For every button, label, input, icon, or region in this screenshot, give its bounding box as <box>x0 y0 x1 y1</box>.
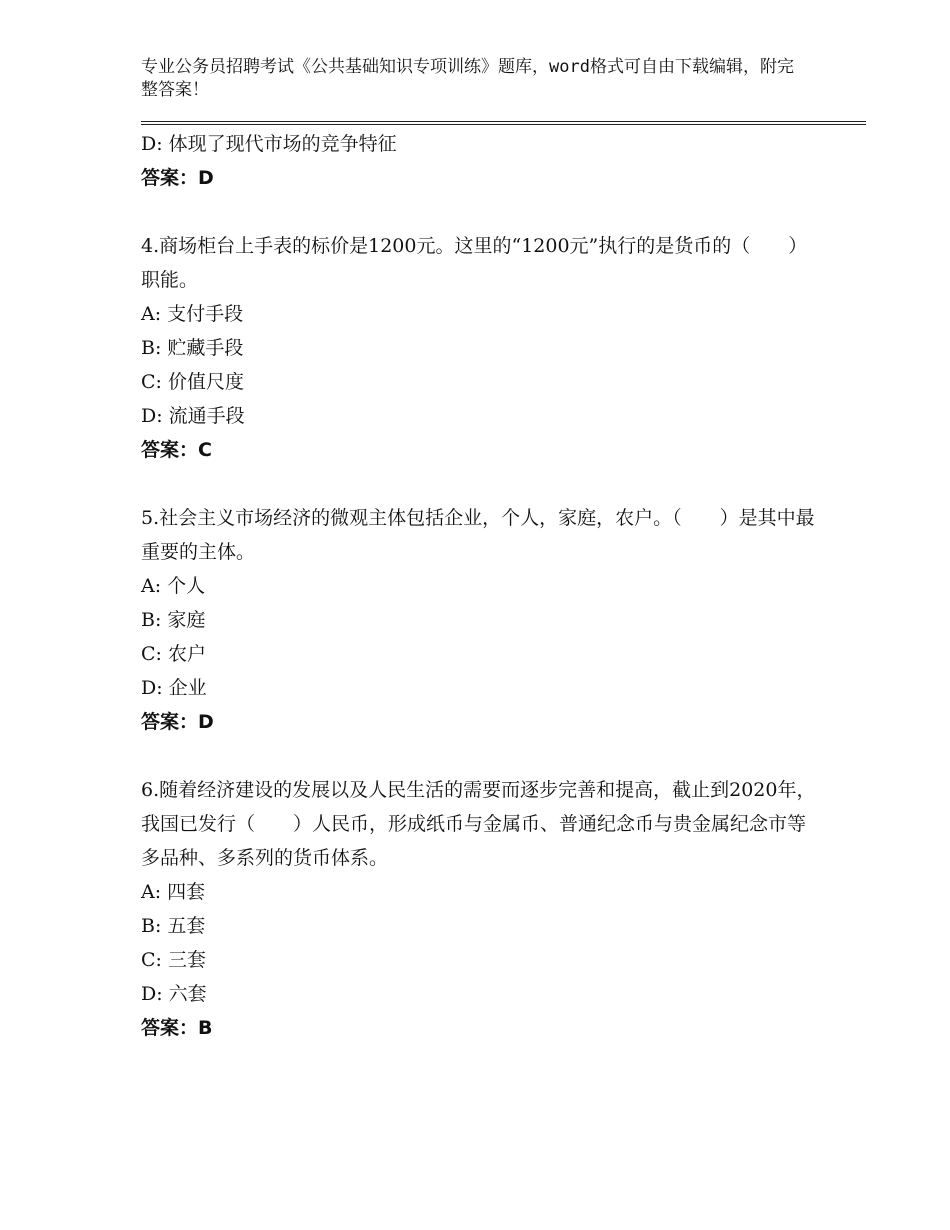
option-b: B: 五套 <box>141 915 206 937</box>
header-rule-bottom <box>141 124 866 125</box>
question-4 <box>141 229 821 467</box>
option-c: C: 农户 <box>141 643 206 665</box>
question-5 <box>141 501 821 739</box>
answer-label: 答案：B <box>141 1017 213 1039</box>
option-d: D: 六套 <box>141 983 207 1005</box>
header-rule-top <box>141 121 866 122</box>
option-b: B: 贮藏手段 <box>141 337 244 359</box>
answer-label: 答案：C <box>141 439 212 461</box>
option-d: D: 流通手段 <box>141 405 245 427</box>
option-a: A: 个人 <box>141 575 206 597</box>
question-stem: 6.随着经济建设的发展以及人民生活的需要而逐步完善和提高，截止到2020年，我国已发行（ ）人民币，形成纸币与金属币、普通纪念币与贵金属纪念市等多品种、多系列的货币体系。 <box>141 779 816 869</box>
question-stem: 5.社会主义市场经济的微观主体包括企业，个人，家庭，农户。（ ）是其中最重要的主体。 <box>141 507 815 563</box>
page-header: 专业公务员招聘考试《公共基础知识专项训练》题库，word格式可自由下载编辑，附完整答案！ <box>141 57 794 100</box>
option-c: C: 价值尺度 <box>141 371 244 393</box>
prev-question-tail <box>141 127 821 195</box>
option-a: A: 支付手段 <box>141 303 244 325</box>
option-b: B: 家庭 <box>141 609 206 631</box>
option-c: C: 三套 <box>141 949 206 971</box>
question-stem: 4.商场柜台上手表的标价是1200元。这里的“1200元”执行的是货币的（ ）职能。 <box>141 235 808 291</box>
question-list <box>141 127 821 1045</box>
answer-label: 答案：D <box>141 167 214 189</box>
option-a: A: 四套 <box>141 881 206 903</box>
option-d: D: 企业 <box>141 677 207 699</box>
answer-label: 答案：D <box>141 711 214 733</box>
option-d: D: 体现了现代市场的竞争特征 <box>141 133 397 155</box>
question-6 <box>141 773 821 1045</box>
